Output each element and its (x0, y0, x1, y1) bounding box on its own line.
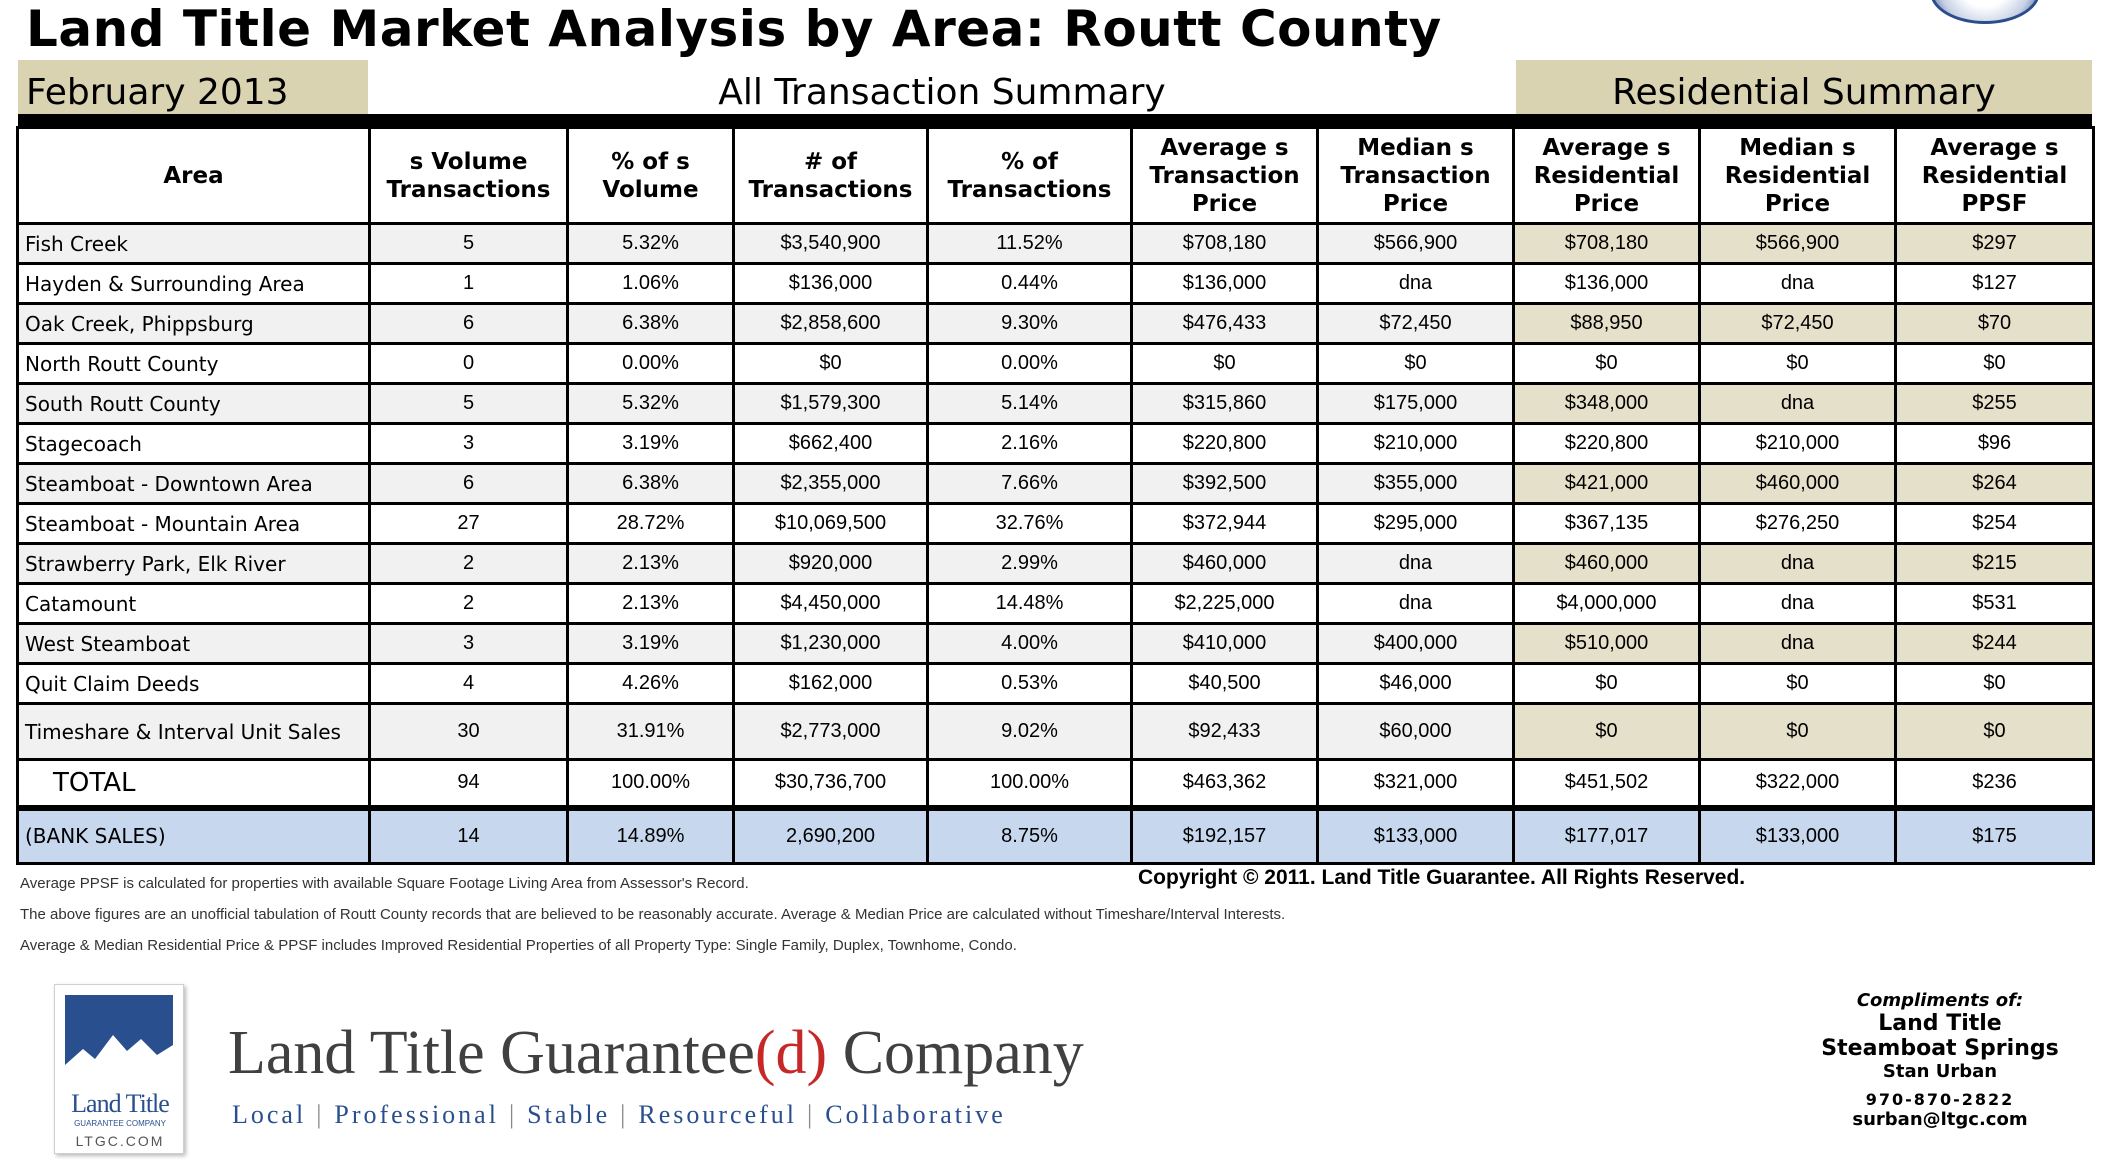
cell: 5.32% (568, 224, 734, 264)
cell-area: North Routt County (18, 344, 370, 384)
cell: 14.48% (928, 584, 1132, 624)
tagline-word: Local (232, 1100, 307, 1129)
cell: 0.44% (928, 264, 1132, 304)
cell: $88,950 (1514, 304, 1700, 344)
cell-area: West Steamboat (18, 624, 370, 664)
cell: 31.91% (568, 704, 734, 760)
bank-sales-row (18, 808, 2094, 864)
market-analysis-table (16, 126, 2095, 865)
cell: 1 (370, 264, 568, 304)
cell-area: Steamboat - Downtown Area (18, 464, 370, 504)
cell: $264 (1896, 464, 2094, 504)
cell: 6 (370, 464, 568, 504)
cell: $392,500 (1132, 464, 1318, 504)
cell: dna (1700, 264, 1896, 304)
cell: $566,900 (1700, 224, 1896, 264)
cell: $136,000 (734, 264, 928, 304)
cell: $0 (1896, 344, 2094, 384)
cell: $72,450 (1700, 304, 1896, 344)
table-row (18, 304, 2094, 344)
company-logo (54, 984, 184, 1154)
cell: 32.76% (928, 504, 1132, 544)
cell: $0 (1700, 664, 1896, 704)
cell: dna (1700, 384, 1896, 424)
table-row (18, 224, 2094, 264)
table-row (18, 424, 2094, 464)
cell: 100.00% (928, 760, 1132, 808)
logo-url: LTGC.COM (75, 1133, 165, 1149)
table-row (18, 504, 2094, 544)
cell: $210,000 (1700, 424, 1896, 464)
cell: $0 (1896, 704, 2094, 760)
cell-area: Fish Creek (18, 224, 370, 264)
cell: $460,000 (1514, 544, 1700, 584)
tagline-word: Professional (334, 1100, 499, 1129)
cell: $367,135 (1514, 504, 1700, 544)
cell: 0.00% (568, 344, 734, 384)
copyright-notice: Copyright © 2011. Land Title Guarantee. All Rights Reserved. (1138, 866, 1746, 889)
header-volume: s Volume Transactions (370, 128, 568, 224)
cell: $2,355,000 (734, 464, 928, 504)
cell: dna (1318, 264, 1514, 304)
contact-name: Stan Urban (1882, 1061, 1998, 1082)
cell: $322,000 (1700, 760, 1896, 808)
cell: $315,860 (1132, 384, 1318, 424)
table-row (18, 664, 2094, 704)
cell: $372,944 (1132, 504, 1318, 544)
table-row (18, 344, 2094, 384)
footnote: Average & Median Residential Price & PPSF includes Improved Residential Properties of all Property Type: Single Family, Duplex, Townhome, Condo. (20, 937, 1017, 954)
cell: $133,000 (1318, 808, 1514, 864)
cell: 2.16% (928, 424, 1132, 464)
cell: $40,500 (1132, 664, 1318, 704)
cell: $451,502 (1514, 760, 1700, 808)
table-row (18, 464, 2094, 504)
cell: $70 (1896, 304, 2094, 344)
cell: 4.26% (568, 664, 734, 704)
footnote: The above figures are an unofficial tabulation of Routt County records that are believed to be reasonably accurate. Average & Median Price are calculated without Timeshare/Interval Interests. (20, 906, 1286, 923)
header-median-price: Median s Transaction Price (1318, 128, 1514, 224)
cell: 2,690,200 (734, 808, 928, 864)
cell: 100.00% (568, 760, 734, 808)
cell: $348,000 (1514, 384, 1700, 424)
cell: $297 (1896, 224, 2094, 264)
cell-area: Oak Creek, Phippsburg (18, 304, 370, 344)
cell: 9.30% (928, 304, 1132, 344)
cell: $0 (1132, 344, 1318, 384)
cell: $4,450,000 (734, 584, 928, 624)
footnote: Average PPSF is calculated for properties with available Square Footage Living Area from Assessor's Record. (20, 875, 749, 892)
contact-office: Steamboat Springs (1821, 1036, 2059, 1061)
cell: dna (1318, 584, 1514, 624)
cell: 11.52% (928, 224, 1132, 264)
cell: $463,362 (1132, 760, 1318, 808)
table-row (18, 584, 2094, 624)
header-pct-transactions: % of Transactions (928, 128, 1132, 224)
seal-logo (1930, 0, 2040, 24)
cell: 5 (370, 384, 568, 424)
cell: $1,579,300 (734, 384, 928, 424)
compliments-label: Compliments of: (1856, 990, 2024, 1011)
cell: 4 (370, 664, 568, 704)
cell: $96 (1896, 424, 2094, 464)
cell: 8.75% (928, 808, 1132, 864)
header-num-transactions: # of Transactions (734, 128, 928, 224)
header-median-res-price: Median s Residential Price (1700, 128, 1896, 224)
cell: 0.00% (928, 344, 1132, 384)
cell: $400,000 (1318, 624, 1514, 664)
cell: $2,858,600 (734, 304, 928, 344)
cell: $60,000 (1318, 704, 1514, 760)
company-tagline: Local | Professional | Stable | Resourceful | Collaborative (232, 1100, 1006, 1129)
cell-area: South Routt County (18, 384, 370, 424)
cell: $0 (1514, 704, 1700, 760)
cell: 30 (370, 704, 568, 760)
header-avg-res-ppsf: Average s Residential PPSF (1896, 128, 2094, 224)
table-row (18, 544, 2094, 584)
cell-area: Stagecoach (18, 424, 370, 464)
cell: $0 (1700, 704, 1896, 760)
cell: 1.06% (568, 264, 734, 304)
cell: 4.00% (928, 624, 1132, 664)
cell: dna (1318, 544, 1514, 584)
cell-bank-label: (BANK SALES) (18, 808, 370, 864)
cell: $355,000 (1318, 464, 1514, 504)
total-row (18, 760, 2094, 808)
cell: 5.32% (568, 384, 734, 424)
table-row (18, 624, 2094, 664)
cell: 3 (370, 424, 568, 464)
cell: $255 (1896, 384, 2094, 424)
cell: $210,000 (1318, 424, 1514, 464)
cell: 2.13% (568, 544, 734, 584)
cell: $244 (1896, 624, 2094, 664)
cell: $10,069,500 (734, 504, 928, 544)
cell: 2.13% (568, 584, 734, 624)
cell: $133,000 (1700, 808, 1896, 864)
cell: 6 (370, 304, 568, 344)
cell: $236 (1896, 760, 2094, 808)
tagline-word: Resourceful (638, 1100, 798, 1129)
cell: dna (1700, 584, 1896, 624)
header-avg-res-price: Average s Residential Price (1514, 128, 1700, 224)
cell: $72,450 (1318, 304, 1514, 344)
cell: $136,000 (1132, 264, 1318, 304)
header-pct-volume: % of s Volume (568, 128, 734, 224)
cell: 94 (370, 760, 568, 808)
cell: $295,000 (1318, 504, 1514, 544)
cell: 2 (370, 544, 568, 584)
table-row (18, 704, 2094, 760)
cell: $175,000 (1318, 384, 1514, 424)
cell: $162,000 (734, 664, 928, 704)
header-avg-price: Average s Transaction Price (1132, 128, 1318, 224)
table-row (18, 264, 2094, 304)
cell-total-label: TOTAL (18, 760, 370, 808)
cell: $2,225,000 (1132, 584, 1318, 624)
header-area: Area (18, 128, 370, 224)
cell: $0 (1700, 344, 1896, 384)
cell: $46,000 (1318, 664, 1514, 704)
cell: $220,800 (1514, 424, 1700, 464)
cell: $460,000 (1700, 464, 1896, 504)
cell: $0 (734, 344, 928, 384)
cell: $127 (1896, 264, 2094, 304)
cell: $708,180 (1132, 224, 1318, 264)
cell: $175 (1896, 808, 2094, 864)
cell: $215 (1896, 544, 2094, 584)
cell: 28.72% (568, 504, 734, 544)
cell: 9.02% (928, 704, 1132, 760)
cell: 0 (370, 344, 568, 384)
report-date: February 2013 (18, 60, 368, 114)
cell: $531 (1896, 584, 2094, 624)
cell: 6.38% (568, 464, 734, 504)
cell: $4,000,000 (1514, 584, 1700, 624)
cell: $566,900 (1318, 224, 1514, 264)
all-transaction-summary-heading: All Transaction Summary (718, 71, 1166, 113)
cell: 6.38% (568, 304, 734, 344)
contact-phone: 970-870-2822 (1865, 1090, 2015, 1109)
company-name-mark: (d) (754, 1019, 828, 1087)
cell: 5.14% (928, 384, 1132, 424)
footnotes (20, 868, 1285, 961)
cell: $662,400 (734, 424, 928, 464)
cell: $708,180 (1514, 224, 1700, 264)
cell-area: Quit Claim Deeds (18, 664, 370, 704)
cell: dna (1700, 544, 1896, 584)
cell: 3.19% (568, 424, 734, 464)
table-header-row (18, 128, 2094, 224)
cell: $321,000 (1318, 760, 1514, 808)
cell: $2,773,000 (734, 704, 928, 760)
cell: $220,800 (1132, 424, 1318, 464)
cell: $30,736,700 (734, 760, 928, 808)
cell: $177,017 (1514, 808, 1700, 864)
cell: $421,000 (1514, 464, 1700, 504)
cell: 3.19% (568, 624, 734, 664)
contact-email: surban@ltgc.com (1852, 1109, 2028, 1130)
cell-area: Hayden & Surrounding Area (18, 264, 370, 304)
page-title: Land Title Market Analysis by Area: Routt County (26, 0, 1442, 58)
cell: 14 (370, 808, 568, 864)
cell: $254 (1896, 504, 2094, 544)
cell-area: Catamount (18, 584, 370, 624)
cell: 5 (370, 224, 568, 264)
cell: $920,000 (734, 544, 928, 584)
table-row (18, 384, 2094, 424)
company-name-part: Land Title Guarantee (228, 1019, 755, 1087)
cell: $510,000 (1514, 624, 1700, 664)
cell: 3 (370, 624, 568, 664)
residential-summary-heading: Residential Summary (1516, 60, 2092, 114)
cell: $0 (1318, 344, 1514, 384)
tagline-word: Stable (527, 1100, 611, 1129)
company-name (228, 1018, 1084, 1089)
logo-subtitle: GUARANTEE COMPANY (74, 1119, 166, 1128)
cell: $3,540,900 (734, 224, 928, 264)
tagline-word: Collaborative (825, 1100, 1006, 1129)
cell: 2 (370, 584, 568, 624)
contact-company: Land Title (1878, 1011, 2002, 1036)
mountain-icon (65, 995, 173, 1087)
cell: $476,433 (1132, 304, 1318, 344)
cell: 0.53% (928, 664, 1132, 704)
cell: $276,250 (1700, 504, 1896, 544)
cell-area: Timeshare & Interval Unit Sales (18, 704, 370, 760)
contact-block (1800, 990, 2080, 1130)
cell: 14.89% (568, 808, 734, 864)
cell: 7.66% (928, 464, 1132, 504)
cell: $92,433 (1132, 704, 1318, 760)
cell-area: Strawberry Park, Elk River (18, 544, 370, 584)
cell: $0 (1514, 344, 1700, 384)
cell: 2.99% (928, 544, 1132, 584)
logo-name: Land Title (71, 1089, 169, 1118)
company-name-part: Company (827, 1019, 1084, 1087)
cell: $1,230,000 (734, 624, 928, 664)
cell: $410,000 (1132, 624, 1318, 664)
cell: $0 (1514, 664, 1700, 704)
cell: $460,000 (1132, 544, 1318, 584)
cell: dna (1700, 624, 1896, 664)
cell: 27 (370, 504, 568, 544)
cell: $136,000 (1514, 264, 1700, 304)
cell-area: Steamboat - Mountain Area (18, 504, 370, 544)
header-divider (18, 114, 2092, 126)
cell: $0 (1896, 664, 2094, 704)
cell: $192,157 (1132, 808, 1318, 864)
